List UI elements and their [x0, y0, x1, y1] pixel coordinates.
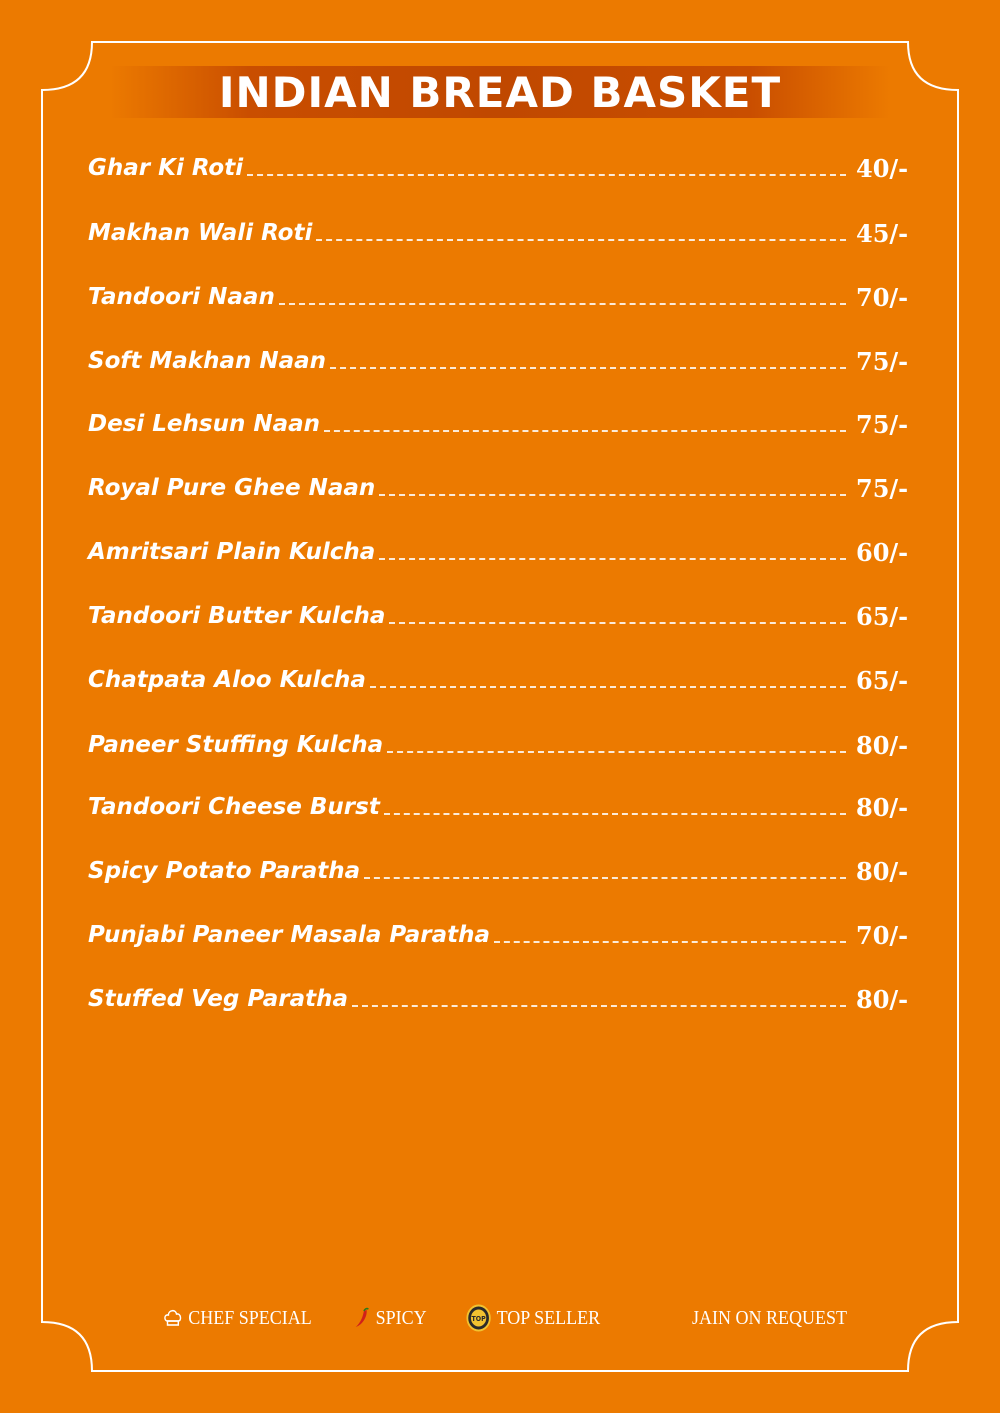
item-price: 65/-	[856, 665, 909, 695]
dot-leader	[247, 174, 846, 176]
item-price: 80/-	[856, 730, 909, 760]
item-price: 80/-	[856, 984, 909, 1014]
item-name: Tandoori Butter Kulcha	[88, 603, 386, 629]
dot-leader	[364, 877, 846, 879]
item-price: 65/-	[856, 601, 909, 631]
item-name: Amritsari Plain Kulcha	[88, 539, 376, 565]
item-price: 40/-	[856, 153, 909, 183]
menu-item	[88, 148, 908, 188]
item-name: Stuffed Veg Paratha	[88, 986, 349, 1012]
dot-leader	[384, 813, 846, 815]
menu-item	[88, 468, 908, 508]
item-price: 70/-	[856, 920, 909, 950]
legend-jain	[692, 1300, 847, 1336]
item-name: Tandoori Naan	[88, 284, 275, 310]
legend-spicy	[354, 1300, 427, 1336]
dot-leader	[324, 430, 846, 432]
item-name: Punjabi Paneer Masala Paratha	[88, 922, 491, 948]
item-price: 45/-	[856, 218, 909, 248]
dot-leader	[387, 751, 846, 753]
menu-item	[88, 341, 908, 381]
menu-item	[88, 979, 908, 1019]
menu-item	[88, 596, 908, 636]
item-price: 70/-	[856, 282, 909, 312]
menu-item	[88, 660, 908, 700]
dot-leader	[352, 1005, 846, 1007]
badge-text: TOP	[471, 1314, 486, 1324]
top-seller-badge-icon	[466, 1304, 491, 1332]
item-price: 75/-	[856, 346, 909, 376]
item-name: Spicy Potato Paratha	[88, 858, 361, 884]
title-banner	[110, 66, 890, 118]
item-price: 80/-	[856, 856, 909, 886]
dot-leader	[389, 622, 846, 624]
legend-top-seller	[466, 1300, 600, 1336]
dot-leader	[330, 367, 846, 369]
chili-icon	[354, 1307, 370, 1329]
legend-chef-special	[163, 1300, 312, 1336]
legend-label: JAIN ON REQUEST	[692, 1306, 847, 1329]
item-name: Makhan Wali Roti	[88, 220, 313, 246]
item-price: 80/-	[856, 792, 909, 822]
legend	[0, 1300, 1000, 1336]
menu-item	[88, 532, 908, 572]
legend-label: TOP SELLER	[496, 1306, 601, 1329]
item-name: Chatpata Aloo Kulcha	[88, 667, 366, 693]
menu-title: INDIAN BREAD BASKET	[218, 67, 782, 117]
dot-leader	[316, 239, 846, 241]
legend-label: CHEF SPECIAL	[188, 1306, 312, 1329]
dot-leader	[379, 558, 846, 560]
item-name: Tandoori Cheese Burst	[88, 794, 380, 820]
item-name: Royal Pure Ghee Naan	[88, 475, 376, 501]
menu-item	[88, 787, 908, 827]
item-price: 75/-	[856, 409, 909, 439]
legend-label: SPICY	[375, 1306, 427, 1329]
item-name: Ghar Ki Roti	[88, 155, 244, 181]
item-price: 60/-	[856, 537, 909, 567]
menu-item	[88, 851, 908, 891]
chef-hat-icon	[163, 1308, 183, 1328]
menu-item	[88, 915, 908, 955]
item-price: 75/-	[856, 473, 909, 503]
menu-item	[88, 725, 908, 765]
item-name: Desi Lehsun Naan	[88, 411, 321, 437]
dot-leader	[379, 494, 846, 496]
menu-item	[88, 277, 908, 317]
dot-leader	[279, 303, 846, 305]
item-name: Soft Makhan Naan	[88, 348, 327, 374]
menu-item	[88, 404, 908, 444]
menu-item	[88, 213, 908, 253]
dot-leader	[370, 686, 846, 688]
item-name: Paneer Stuffing Kulcha	[88, 732, 384, 758]
dot-leader	[494, 941, 846, 943]
